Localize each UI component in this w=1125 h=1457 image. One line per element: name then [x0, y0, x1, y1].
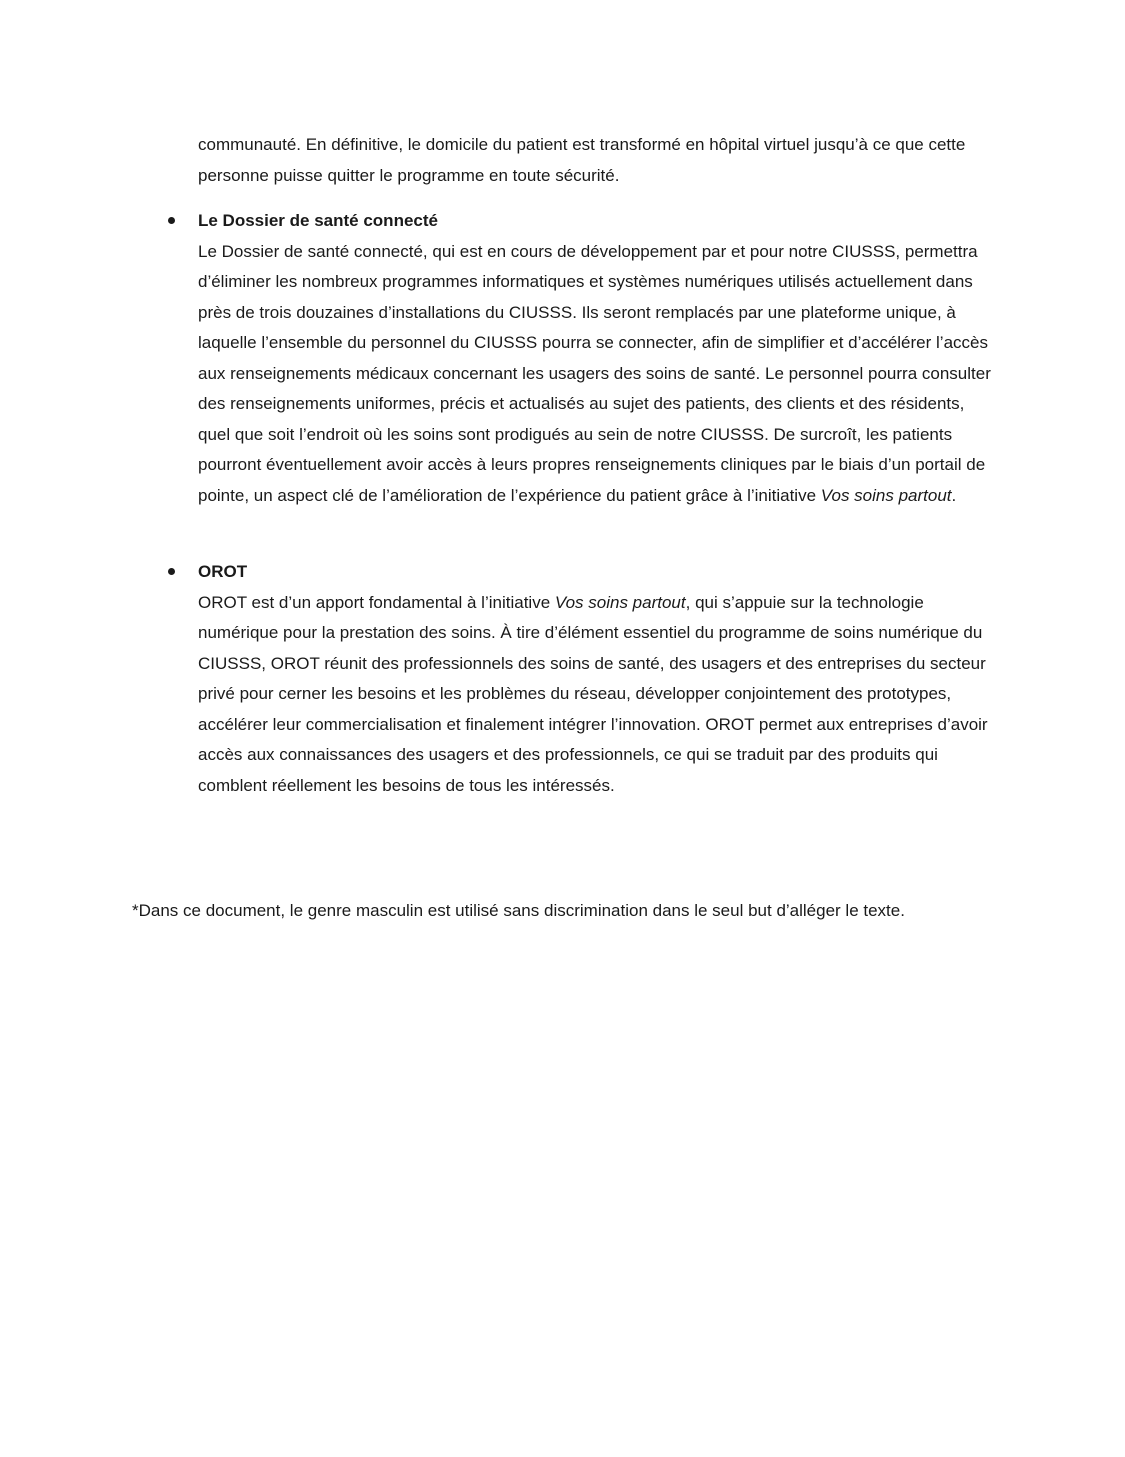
emphasis-text: Vos soins partout [820, 485, 952, 505]
body-text: , qui s’appuie sur la technologie numérique pour la prestation des soins. À tire d’élément essentiel du programme de soins numérique du CIUSSS, OROT réunit des professionnels des soins de santé, des usagers et des entreprises du secteur privé pour cerner les besoins et les problèmes du réseau, développer conjointement des prototypes, accélérer leur commercialisation et finalement intégrer l’innovation. OROT permet aux entreprises d’avoir accès aux connaissances des usagers et des professionnels, ce qui se traduit par des produits qui comblent réellement les besoins de tous les intéressés. [198, 592, 988, 795]
emphasis-text: Vos soins partout [554, 592, 686, 612]
item-body [198, 588, 998, 802]
bullet-icon [168, 568, 175, 575]
item-body [198, 237, 998, 512]
item-heading: OROT [198, 562, 248, 581]
body-text: OROT est d’un apport fondamental à l’initiative [198, 592, 555, 612]
footnote: *Dans ce document, le genre masculin est utilisé sans discrimination dans le seul but d’alléger le texte. [132, 901, 905, 920]
body-text: . [951, 485, 957, 505]
list-item-orot [198, 557, 998, 801]
body-text: Le Dossier de santé connecté, qui est en cours de développement par et pour notre CIUSSS, permettra d’éliminer les nombreux programmes informatiques et systèmes numériques utilisés actuellement dans près de trois douzaines d’installations du CIUSSS. Ils seront remplacés par une plateforme unique, à laquelle l’ensemble du personnel du CIUSSS pourra se connecter, afin de simplifier et d’accélérer l’accès aux renseignements médicaux concernant les usagers des soins de santé. Le personnel pourra consulter des renseignements uniformes, précis et actualisés au sujet des patients, des clients et des résidents, quel que soit l’endroit où les soins sont prodigués au sein de notre CIUSSS. De surcroît, les patients pourront éventuellement avoir accès à leurs propres renseignements cliniques par le biais d’un portail de pointe, un aspect clé de l’amélioration de l’expérience du patient grâce à l’initiative [198, 241, 991, 505]
item-heading: Le Dossier de santé connecté [198, 211, 438, 230]
intro-paragraph: communauté. En définitive, le domicile du patient est transformé en hôpital virtuel jusqu’à ce que cette personne puisse quitter le programme en toute sécurité. [198, 135, 966, 185]
list-item-dossier-sante [198, 206, 998, 511]
bullet-icon [168, 217, 175, 224]
